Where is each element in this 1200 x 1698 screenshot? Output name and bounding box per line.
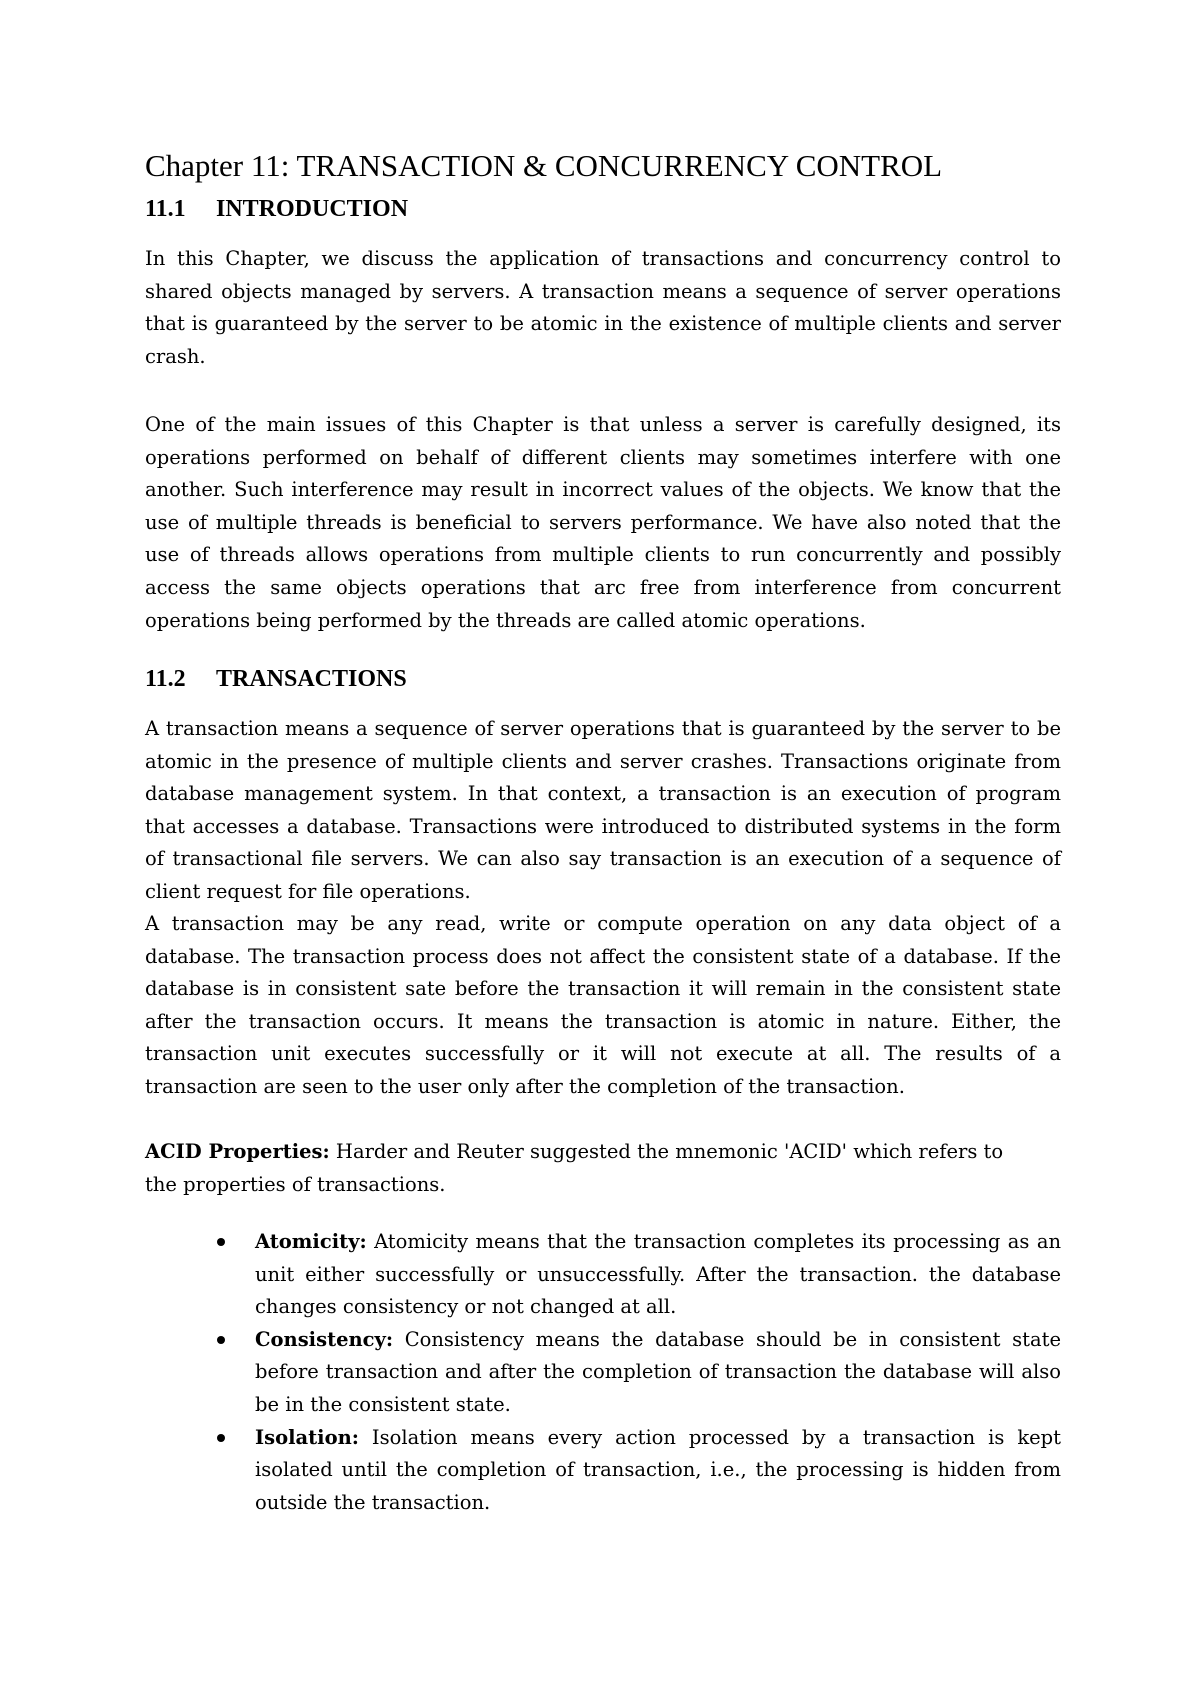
list-item [145, 1422, 1061, 1520]
bullet-icon [217, 1238, 225, 1246]
section-number: 11.1 [145, 196, 186, 222]
section-heading-introduction [145, 196, 408, 223]
paragraph: A transaction means a sequence of server operations that is guaranteed by the server to be atomic in the presence of multiple clients and server crashes. Transactions originate from database management system. In that context, a transaction is an execution of program that accesses a database. Transactions were introduced to distributed systems in the form of transactional file servers. We can also say transaction is an execution of a sequence of client request for file operations. [145, 717, 1061, 903]
section-number: 11.2 [145, 666, 186, 692]
bullet-icon [217, 1336, 225, 1344]
property-text: Consistency means the database should be in consistent state before transaction and after the completion of transaction the database will also be in the consistent state. [255, 1327, 1061, 1416]
chapter-title: Chapter 11: TRANSACTION & CONCURRENCY CONTROL [145, 148, 943, 183]
section-title: INTRODUCTION [216, 196, 409, 222]
acid-intro [145, 1136, 1025, 1201]
bullet-icon [217, 1434, 225, 1442]
section-title: TRANSACTIONS [216, 666, 407, 692]
property-term: Isolation: [255, 1425, 359, 1449]
acid-intro-text: Harder and Reuter suggested the mnemonic 'ACID' which refers to the properties of transactions. [145, 1140, 1004, 1196]
property-text: Atomicity means that the transaction completes its processing as an unit either successfully or unsuccessfully. After the transaction. the database changes consistency or not changed at all. [255, 1230, 1061, 1319]
paragraph: A transaction may be any read, write or compute operation on any data object of a database. The transaction process does not affect the consistent state of a database. If the database is in consistent sate before the transaction it will remain in the consistent state after the transaction occurs. It means the transaction is atomic in nature. Either, the transaction unit executes successfully or it will not execute at all. The results of a transaction are seen to the user only after the completion of the transaction. [145, 912, 1061, 1098]
acid-properties-list [145, 1226, 1061, 1519]
property-term: Atomicity: [255, 1230, 367, 1253]
paragraph: In this Chapter, we discuss the application of transactions and concurrency control to shared objects managed by servers. A transaction means a sequence of server operations that is guaranteed by the server to be atomic in the existence of multiple clients and server crash. [145, 247, 1061, 368]
list-item [145, 1226, 1061, 1324]
section-heading-transactions [145, 666, 407, 693]
property-term: Consistency: [255, 1327, 394, 1351]
property-text: Isolation means every action processed by a transaction is kept isolated until the completion of transaction, i.e., the processing is hidden from outside the transaction. [255, 1425, 1061, 1514]
list-item [145, 1324, 1061, 1422]
acid-label: ACID Properties: [145, 1140, 330, 1163]
paragraph: One of the main issues of this Chapter is that unless a server is carefully designed, its operations performed on behalf of different clients may sometimes interfere with one another. Such interference may result in incorrect values of the objects. We know that the use of multiple threads is beneficial to servers performance. We have also noted that the use of threads allows operations from multiple clients to run concurrently and possibly access the same objects operations that arc free from interference from concurrent operations being performed by the threads are called atomic operations. [145, 413, 1061, 632]
